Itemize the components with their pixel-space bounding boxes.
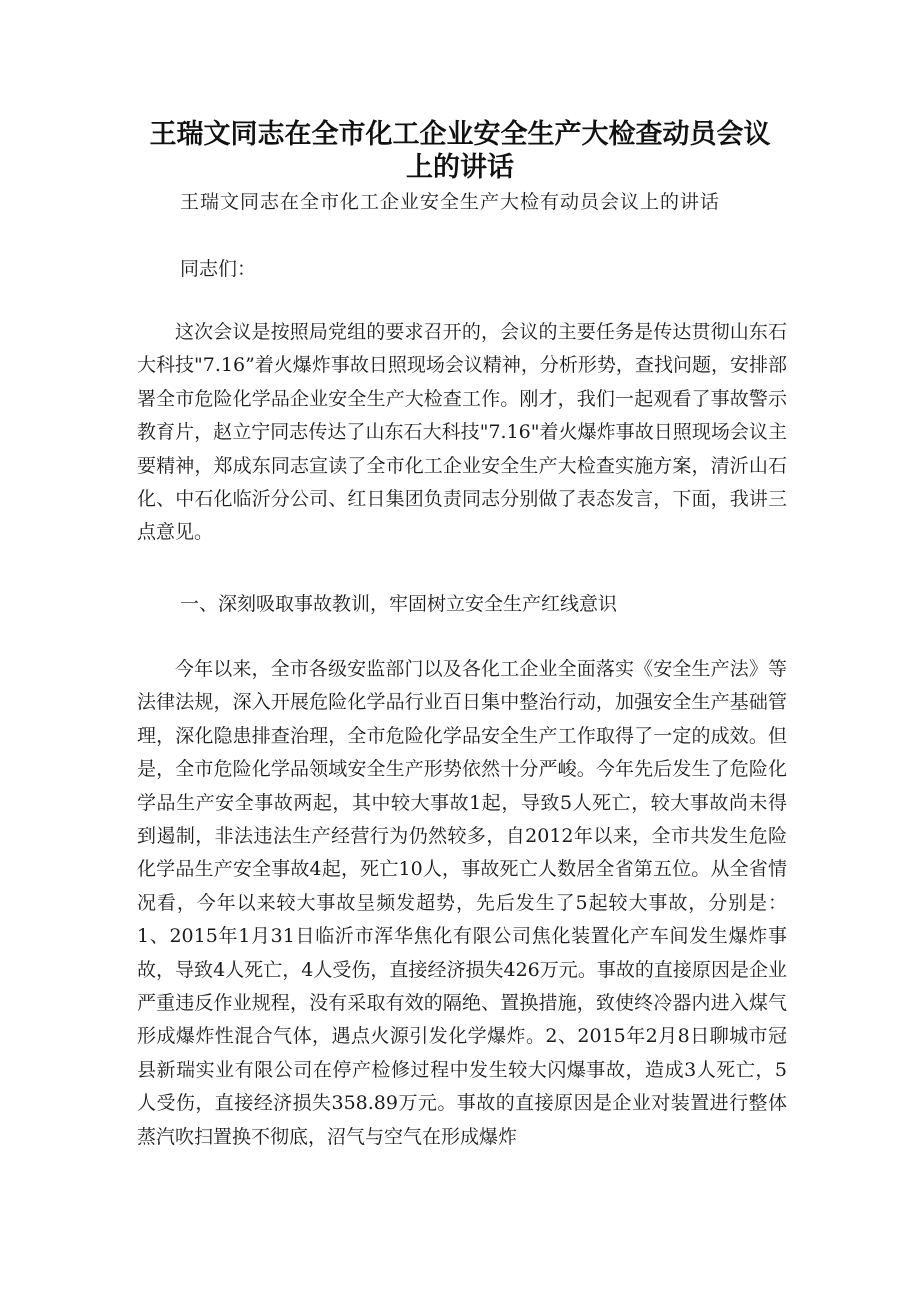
document-title-line-2: 上的讲话 [406,152,514,183]
paragraph-1: 这次会议是按照局党组的要求召开的，会议的主要任务是传达贯彻山东石大科技"7.16”着火爆炸事故日照现场会议精神，分析形势，查找问题，安排部署全市危险化学品企业安全生产大检查工作。刚才，我们一起观看了事故警示教育片，赵立宁同志传达了山东石大科技"7.16"着火爆炸事故日照现场会议主要精神，郑成东同志宣读了全市化工企业安全生产大检查实施方案，清沂山石化、中石化临沂分公司、红日集团负责同志分别做了表态发言，下面，我讲三点意见。 [137,321,787,544]
paragraph-2: 今年以来，全市各级安监部门以及各化工企业全面落实《安全生产法》等法律法规，深入开展危险化学品行业百日集中整治行动，加强安全生产基础管理，深化隐患排查治理，全市危险化学品安全生产工作取得了一定的成效。但是，全市危险化学品领域安全生产形势依然十分严峻。今年先后发生了危险化学品生产安全事故两起，其中较大事故1起，导致5人死亡，较大事故尚未得到遏制，非法违法生产经营行为仍然较多，自2012年以来，全市共发生危险化学品生产安全事故4起，死亡10人，事故死亡人数居全省第五位。从全省情况看，今年以来较大事故呈频发超势，先后发生了5起较大事故，分别是：1、2015年1月31日临沂市浑华焦化有限公司焦化装置化产车间发生爆炸事故，导致4人死亡，4人受伤，直接经济损失426万元。事故的直接原因是企业严重违反作业规程，没有采取有效的隔绝、置换措施，致使终冷器内进入煤气形成爆炸性混合气体，遇点火源引发化学爆炸。2、2015年2月8日聊城市冠县新瑞实业有限公司在停产检修过程中发生较大闪爆事故，造成3人死亡，5人受伤，直接经济损失358.89万元。事故的直接原因是企业对装置进行整体蒸汽吹扫置换不彻底，沼气与空气在形成爆炸 [137,658,787,1148]
document-subtitle: 王瑞文同志在全市化工企业安全生产大检有动员会议上的讲话 [180,191,721,213]
document-title-line-1: 王瑞文同志在全市化工企业安全生产大检查动员会议 [149,119,771,150]
section-heading-1: 一、深刻吸取事故教训，牢固树立安全生产红线意识 [180,593,618,615]
salutation: 同志们： [180,258,257,280]
